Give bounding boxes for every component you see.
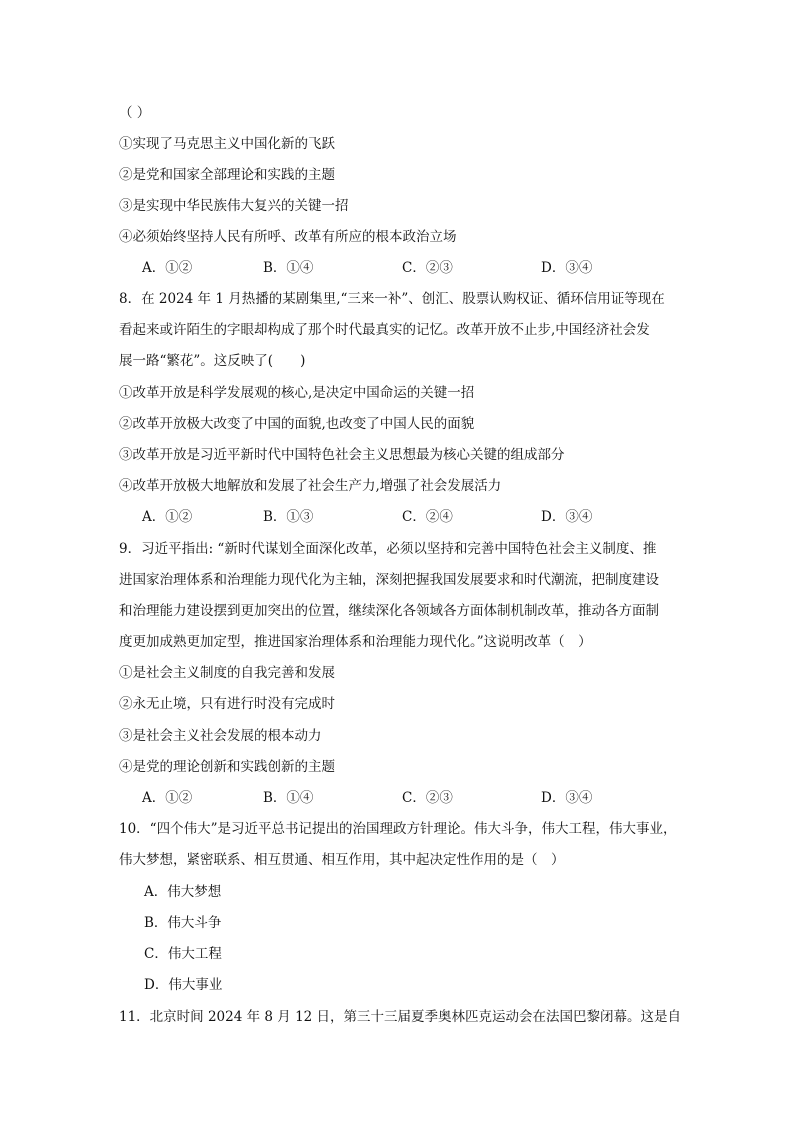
q9-stem-line-3: 和治理能力建设摆到更加突出的位置，继续深化各领域各方面体制机制改革，推动各方面制 (119, 603, 659, 619)
q10-option-d[interactable]: D．伟大事业 (144, 977, 223, 993)
q7-option-c[interactable]: C．②③ (402, 260, 453, 276)
q8-statement-3: ③改革开放是习近平新时代中国特色社会主义思想最为核心关键的组成部分 (119, 447, 565, 463)
q8-option-d[interactable]: D．③④ (541, 509, 593, 525)
q7-options (142, 258, 592, 278)
q8-option-c[interactable]: C．②④ (402, 509, 453, 525)
q10-option-c[interactable]: C．伟大工程 (144, 946, 222, 962)
q7-option-d[interactable]: D．③④ (541, 260, 593, 276)
q8-option-b[interactable]: B．①③ (263, 509, 314, 525)
q9-stem-line-4: 度更加成熟更加定型，推进国家治理体系和治理能力现代化。”这说明改革（ ） (119, 634, 592, 650)
q7-statement-3: ③是实现中华民族伟大复兴的关键一招 (119, 198, 349, 214)
q9-option-d[interactable]: D．③④ (541, 790, 593, 806)
q7-answer-paren: （ ） (119, 105, 151, 121)
q8-stem-line-1: 8．在 2024 年 1 月热播的某剧集里,“三来一补”、创汇、股票认购权证、循环信用证等现在 (119, 291, 665, 307)
q8-statement-1: ①改革开放是科学发展观的核心,是决定中国命运的关键一招 (119, 385, 475, 401)
q10-stem-line-2: 伟大梦想，紧密联系、相互贯通、相互作用，其中起决定性作用的是（ ） (119, 852, 565, 868)
q9-statement-4: ④是党的理论创新和实践创新的主题 (119, 759, 335, 775)
q8-statement-4: ④改革开放极大地解放和发展了社会生产力,增强了社会发展活力 (119, 478, 502, 494)
q10-stem-line-1: 10．“四个伟大”是习近平总书记提出的治国理政方针理论。伟大斗争，伟大工程，伟大事业， (119, 821, 677, 837)
q9-stem-line-1: 9．习近平指出: “新时代谋划全面深化改革，必须以坚持和完善中国特色社会主义制度、推 (119, 541, 657, 557)
q7-statement-2: ②是党和国家全部理论和实践的主题 (119, 167, 335, 183)
q8-stem-line-3: 展一路“繁花”。这反映了( ) (119, 353, 306, 369)
q7-option-b[interactable]: B．①④ (263, 260, 314, 276)
q9-options (142, 788, 592, 808)
q9-stem-line-2: 进国家治理体系和治理能力现代化为主轴，深刻把握我国发展要求和时代潮流，把制度建设 (119, 572, 659, 588)
q9-option-b[interactable]: B．①④ (263, 790, 314, 806)
q8-stem-line-2: 看起来或许陌生的字眼却构成了那个时代最真实的记忆。改革开放不止步,中国经济社会发 (119, 322, 650, 338)
q7-statement-1: ①实现了马克思主义中国化新的飞跃 (119, 136, 335, 152)
q10-option-b[interactable]: B．伟大斗争 (144, 915, 222, 931)
q10-option-a[interactable]: A．伟大梦想 (144, 884, 222, 900)
q9-statement-2: ②永无止境，只有进行时没有完成时 (119, 696, 335, 712)
q9-option-a[interactable]: A．①② (142, 790, 193, 806)
q7-statement-4: ④必须始终坚持人民有所呼、改革有所应的根本政治立场 (119, 229, 457, 245)
q11-stem-line-1: 11．北京时间 2024 年 8 月 12 日，第三十三届夏季奥林匹克运动会在法国巴黎闭幕。这是自 (119, 1009, 682, 1025)
q8-options (142, 507, 592, 527)
q9-statement-3: ③是社会主义社会发展的根本动力 (119, 728, 322, 744)
q8-option-a[interactable]: A．①② (142, 509, 193, 525)
q9-statement-1: ①是社会主义制度的自我完善和发展 (119, 665, 335, 681)
q7-option-a[interactable]: A．①② (142, 260, 193, 276)
q9-option-c[interactable]: C．②③ (402, 790, 453, 806)
q8-statement-2: ②改革开放极大改变了中国的面貌,也改变了中国人民的面貌 (119, 416, 475, 432)
